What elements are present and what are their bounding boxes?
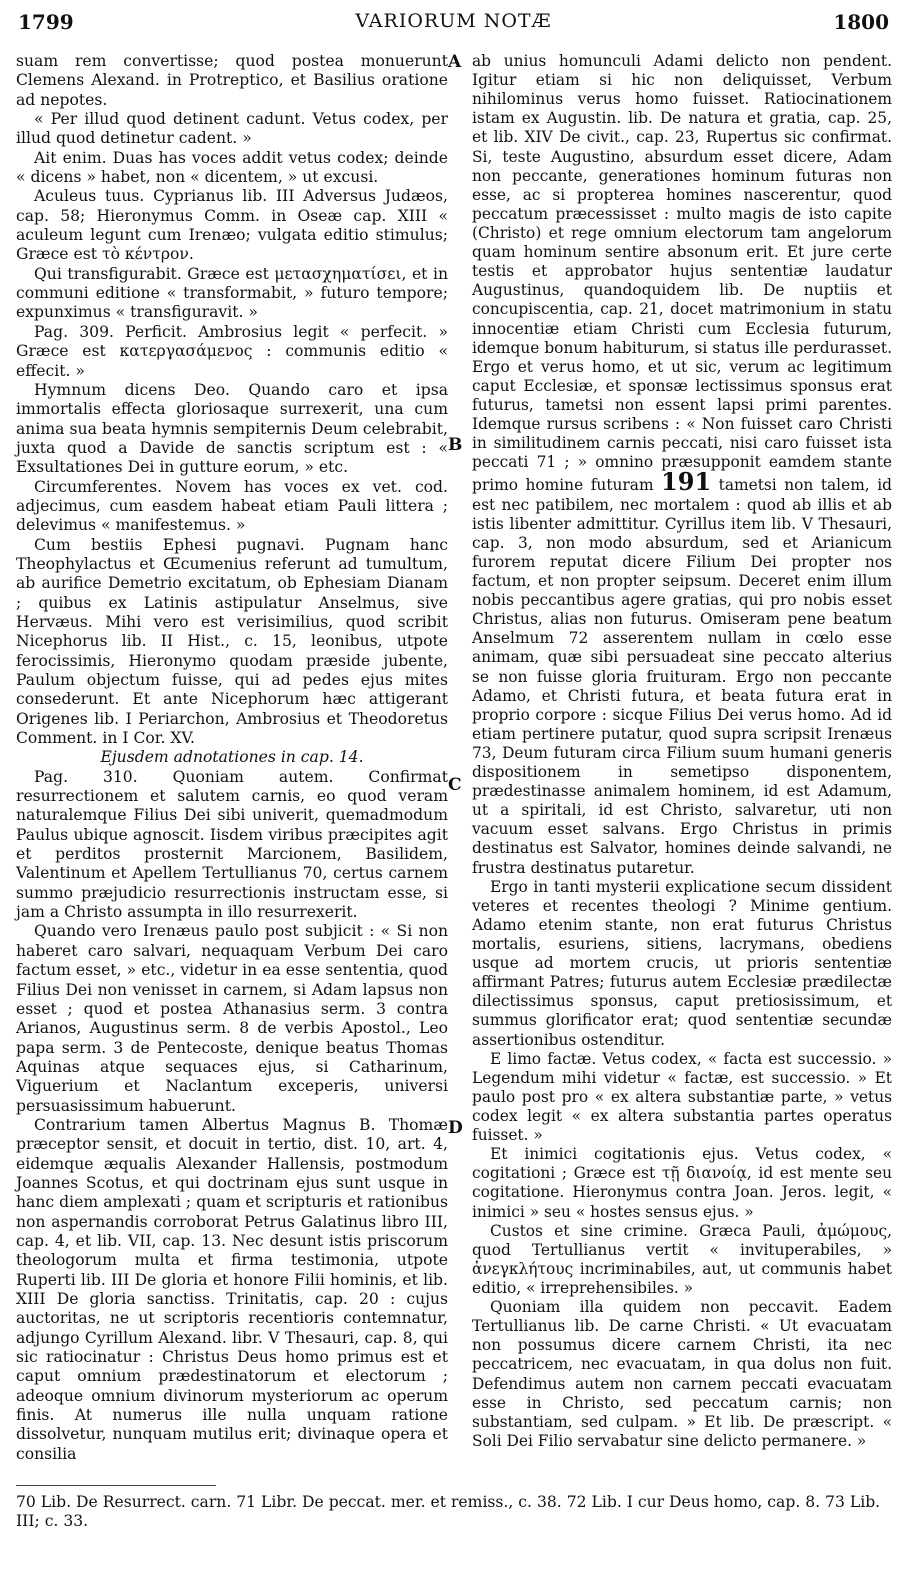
footnote-text: 70 Lib. De Resurrect. carn. 71 Libr. De peccat. mer. et remiss., c. 38. 72 Lib. I cur Deus homo, cap. 8. 73 Lib. III; c. 33. [16,1493,881,1530]
margin-letter-c: C [448,775,462,795]
paragraph: Ergo in tanti mysterii explicatione secum dissident veteres et recentes theologi ? Minime gentium. Adamo etenim stante, non erat futurus Christus mortalis, esuriens, sitiens, lacrymans, obediens usque ad mortem crucis, ut prioris sententiæ affirmant Patres; futurus autem Ecclesiæ prædilectæ dilectissimus sponsus, caput pretiosissimum, et summus glorificator erat; quod sententiæ secundæ assertionibus ostenditur. [472,877,892,1049]
paragraph: Hymnum dicens Deo. Quando caro et ipsa immortalis effecta gloriosaque surrexerit, una cum anima sua beata hymnis sempiternis Deum celebrabit, juxta quod a Davide de sanctis scriptum est : « Exsultationes Dei in gutture eorum, » etc. [16,380,448,477]
margin-letter-a: A [448,52,462,72]
page-number-right: 1800 [833,10,889,34]
paragraph: « Per illud quod detinent cadunt. Vetus codex, per illud quod detinetur cadent. » [16,110,448,148]
paragraph: Et inimici cogitationis ejus. Vetus codex, « cogitationi ; Græce est τῇ διανοίᾳ, id est mente seu cogitatione. Hieronymus contra Joan. Jeros. legit, « inimici » seu « hostes sensus ejus. » [472,1145,892,1221]
margin-letter-d: D [448,1118,463,1138]
paragraph: Qui transfigurabit. Græce est μετασχηματίσει, et in communi editione « transformabit, » futuro tempore; expunximus « transfiguravit. » [16,264,448,322]
footnote-rule [16,1485,216,1486]
paragraph: Contrarium tamen Albertus Magnus B. Thomæ præceptor sensit, et docuit in tertio, dist. 10, art. 4, eidemque æqualis Alexander Hallensis, postmodum Joannes Scotus, et qui doctrinam ejus sunt usque in hanc diem amplexati ; quam et scripturis et rationibus non aspernandis corroborat Petrus Galatinus libro III, cap. 4, et lib. VII, cap. 13. Nec desunt istis priscorum theologorum multa et firma testimonia, utpote Ruperti lib. III De gloria et honore Filii hominis, et lib. XIII De gloria sanctiss. Trinitatis, cap. 20 : cujus auctoritas, ne ut scriptoris recentioris contemnatur, adjungo Cyrillum Alexand. libr. V Thesauri, cap. 8, qui sic ratiocinatur : Christus Deus homo primus est et caput omnium prædestinatorum et electorum ; adeoque omnium divinorum mysteriorum ac operum finis. At numerus ille nulla unquam ratione dissolvetur, nunquam mutilus erit; divinaque opera et consilia [16,1115,448,1463]
paragraph-text: tametsi non talem, id est nec patibilem, nec mortalem : quod ab illis et ab istis libenter admittitur. Cyrillus item lib. V Thesauri, cap. 3, non modo absurdum, sed et Arianicum furorem reputat dicere Filium Dei propter nos factum, et non propter seipsum. Deceret enim illum nobis peccantibus agere gratias, qui pro nobis esset Christus, alias non futurus. Omiseram pene beatum Anselmum 72 asserentem nullam in cœlo esse animam, quæ sibi persuadeat sine peccato alterius se non fuisse gloria fruituram. Ergo non peccante Adamo, et Christi futura, et beata futura erat in proprio corpore : sicque Filius Dei verus homo. Ad id etiam pertinere putatur, quod supra scripsit Irenæus 73, Deum futuram circa Filium suum humani generis dispositionem in semetipso disponentem, prædestinasse animalem hominem, id est Adamum, ut a spiritali, id est Christo, salvaretur, uti non vacuum esset salvans. Ergo Christus in primis destinatus est Salvator, homines deinde salvandi, ne frustra destinatus putaretur. [472,476,892,877]
paragraph: Quando vero Irenæus paulo post subjicit : « Si non haberet caro salvari, nequaquam Verbum Dei caro factum esset, » etc., videtur in ea esse sententia, quod Filius Dei non venisset in carnem, si Adam lapsus non esset ; quod et postea Athanasius serm. 3 contra Arianos, Augustinus serm. 8 de verbis Apostol., Leo papa serm. 3 de Pentecoste, denique beatus Thomas Aquinas atque sequaces ejus, si Catharinum, Viguerium et Naclantum exceperis, universi persuasissimum habuerunt. [16,922,448,1115]
paragraph: Circumferentes. Novem has voces ex vet. cod. adjecimus, cum easdem habeat etiam Pauli littera ; delevimus « manifestemus. » [16,477,448,535]
right-column [472,52,892,1451]
paragraph-text: ab unius homunculi Adami delicto non pendent. Igitur etiam si hic non deliquisset, Verbum nihilominus verus homo fuisset. Ratiocinationem istam ex Augustin. lib. De natura et gratia, cap. 25, et lib. XIV De civit., cap. 23, Rupertus sic confirmat. Si, teste Augustino, absurdum esset dicere, Adam non peccante, generationes hominum futuras non esse, ac si propterea homines nascerentur, quod peccatum præcessisset : multo magis de isto capite (Christo) et rege omnium electorum tam angelorum quam hominum sentire absonum erit. Et jure certe testis et approbator hujus sententiæ laudatur Augustinus, quandoquidem lib. De nuptiis et concupiscentia, cap. 21, docet matrimonium in statu innocentiæ etiam Christi cum Ecclesia futurum, idemque bonum habiturum, si status ille perdurasset. Ergo et verus homo, et ut sic, verum ac legitimum caput Ecclesiæ, et sponsæ lectissimus sponsus erat futurus, tametsi non essent lapsi primi parentes. Idemque rursus scribens : « Non fuisset caro Christi in similitudinem carnis peccati, nisi caro fuisset ista peccati 71 ; » omnino præsupponit eamdem stante primo homine futuram [472,52,892,495]
footnotes [16,1493,891,1531]
left-column [16,52,448,1464]
paragraph: Aculeus tuus. Cyprianus lib. III Adversus Judæos, cap. 58; Hieronymus Comm. in Oseæ cap. XIII « aculeum legunt cum Irenæo; vulgata editio stimulus; Græce est τὸ κέντρον. [16,187,448,264]
paragraph: Custos et sine crimine. Græca Pauli, ἀμώμους, quod Tertullianus vertit « invituperabiles, » ἀνεγκλήτους incriminabiles, aut, ut communis habet editio, « irreprehensibiles. » [472,1221,892,1297]
paragraph [472,52,892,878]
page-header [18,10,889,40]
paragraph: Quoniam illa quidem non peccavit. Eadem Tertullianus lib. De carne Christi. « Ut evacuatam non possumus dicere carnem Christi, ita nec peccatricem, nec evacuatam, in qua dolus non fuit. Defendimus autem non carnem peccati evacuatam esse in Christo, sed peccatum carnis; non substantiam, sed culpam. » Et lib. De præscript. « Soli Dei Filio servabatur sine delicto permanere. » [472,1298,892,1450]
section-heading: Ejusdem adnotationes in cap. 14. [100,748,364,767]
margin-letter-b: B [448,435,463,455]
column-marker: 191 [661,467,712,497]
paragraph: Ait enim. Duas has voces addit vetus codex; deinde « dicens » habet, non « dicentem, » ut excusi. [16,148,448,187]
paragraph: Pag. 310. Quoniam autem. Confirmat resurrectionem et salutem carnis, eo quod veram naturalemque Filius Dei sibi univerit, quemadmodum Paulus ubique agnoscit. Iisdem viribus præcipites agit et perditos prosternit Marcionem, Basilidem, Valentinum et Apellem Tertullianus 70, certus carnem summo præjudicio resurrectionis instructam esse, si jam a Christo assumpta in illo resurrexerit. [16,767,448,922]
paragraph: suam rem convertisse; quod postea monuerunt Clemens Alexand. in Protreptico, et Basilius oratione ad nepotes. [16,52,448,109]
running-title: VARIORUM NOTÆ [355,10,552,32]
paragraph: E limo factæ. Vetus codex, « facta est successio. » Legendum mihi videtur « factæ, est successio. » Et paulo post pro « ex altera substantiæ parte, » vetus codex legit « ex altera substantia partes operatus fuisset. » [472,1049,892,1145]
paragraph: Pag. 309. Perficit. Ambrosius legit « perfecit. » Græce est κατεργασάμενος : communis editio « effecit. » [16,322,448,380]
paragraph: Cum bestiis Ephesi pugnavi. Pugnam hanc Theophylactus et Œcumenius referunt ad tumultum, ab aurifice Demetrio excitatum, ob Ephesiam Dianam ; quibus ex Latinis astipulatur Anselmus, sive Hervæus. Mihi vero est verisimilius, quod scribit Nicephorus lib. II Hist., c. 15, leonibus, utpote ferocissimis, Hieronymo quodam præside jubente, Paulum objectum fuisse, qui ad pedes ejus mites consederunt. Et ante Nicephorum hæc attigerant Origenes lib. I Periarchon, Ambrosius et Theodoretus Comment. in I Cor. XV. [16,535,448,748]
page-number-left: 1799 [18,10,74,34]
